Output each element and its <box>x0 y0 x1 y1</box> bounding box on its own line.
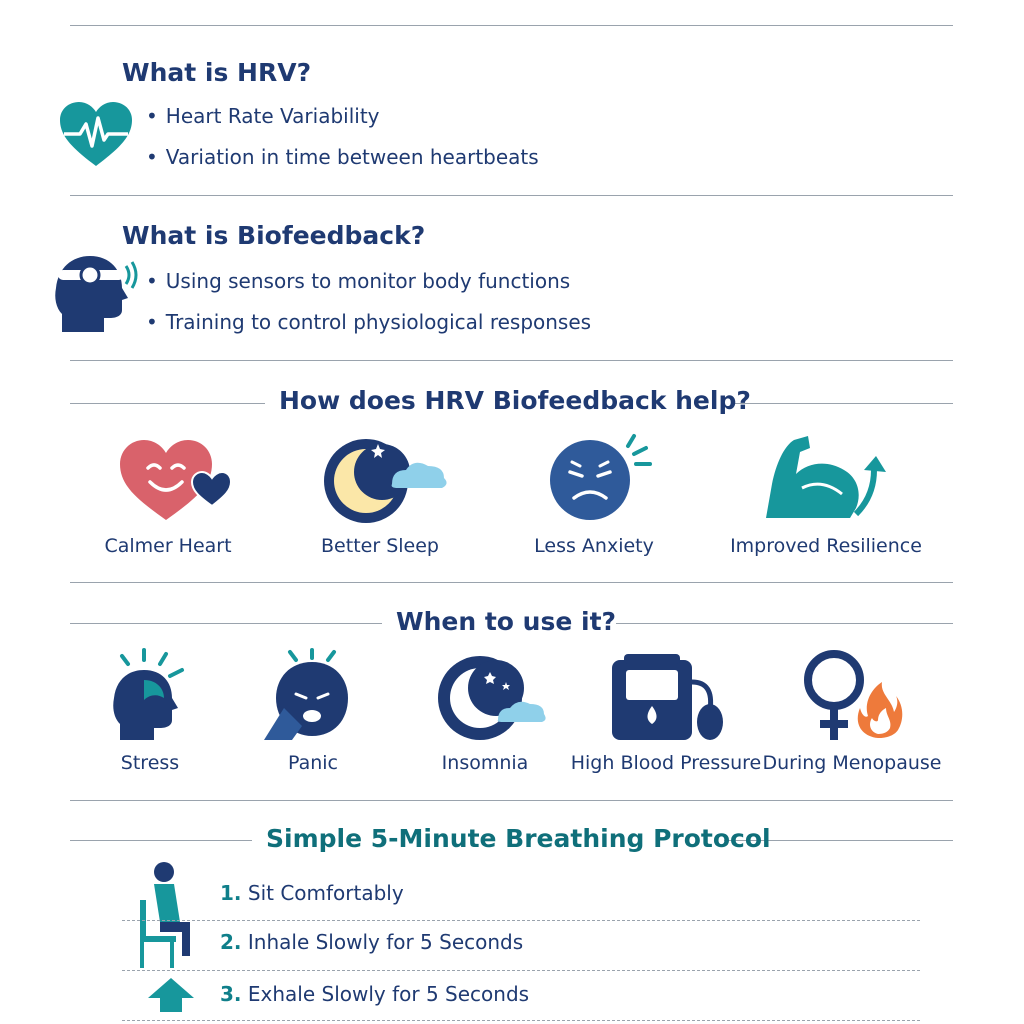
hrv-bullet-1: • Heart Rate Variability <box>146 104 380 128</box>
when-label-insomnia: Insomnia <box>441 752 529 774</box>
seated-person-icon <box>132 860 208 970</box>
protocol-step-2 <box>220 930 523 954</box>
moon-stars-icon <box>438 654 548 742</box>
moon-cloud-icon <box>322 436 450 526</box>
head-sensor-icon <box>52 252 140 334</box>
divider-2 <box>70 360 953 361</box>
divider-4 <box>70 800 953 801</box>
flexed-arm-icon <box>762 434 892 524</box>
worried-face-icon <box>544 432 660 522</box>
help-label-better-sleep: Better Sleep <box>321 535 439 557</box>
smiling-heart-icon <box>118 438 232 522</box>
when-rule-left <box>70 623 382 624</box>
when-label-stress: Stress <box>120 752 180 774</box>
when-label-during-menopause: During Menopause <box>762 752 942 774</box>
protocol-step-3-number: 3. <box>220 982 242 1006</box>
stressed-head-icon <box>108 648 192 742</box>
blood-pressure-monitor-icon <box>610 652 726 742</box>
protocol-rule-left <box>70 840 252 841</box>
protocol-step-3 <box>220 982 529 1006</box>
divider-top <box>70 25 953 26</box>
help-rule-right <box>732 403 953 404</box>
protocol-step-3-text: Exhale Slowly for 5 Seconds <box>247 982 530 1006</box>
when-title: When to use it? <box>396 607 617 636</box>
protocol-title: Simple 5-Minute Breathing Protocol <box>266 824 771 853</box>
protocol-step-1 <box>220 881 404 905</box>
heart-pulse-icon <box>58 100 134 168</box>
when-label-high-blood-pressure: High Blood Pressure <box>570 752 762 774</box>
protocol-separator-3 <box>122 1020 920 1021</box>
help-title: How does HRV Biofeedback help? <box>279 386 751 415</box>
protocol-separator-2 <box>122 970 920 971</box>
protocol-separator-1 <box>122 920 920 921</box>
help-label-improved-resilience: Improved Resilience <box>730 535 922 557</box>
protocol-step-1-text: Sit Comfortably <box>247 881 404 905</box>
protocol-step-2-text: Inhale Slowly for 5 Seconds <box>247 930 524 954</box>
female-symbol-flame-icon <box>802 650 906 742</box>
help-label-calmer-heart: Calmer Heart <box>104 535 232 557</box>
hrv-title: What is HRV? <box>122 58 312 87</box>
panic-face-icon <box>262 648 362 742</box>
when-label-panic: Panic <box>287 752 339 774</box>
help-rule-left <box>70 403 265 404</box>
biofeedback-bullet-2: • Training to control physiological responses <box>146 310 591 334</box>
divider-3 <box>70 582 953 583</box>
divider-1 <box>70 195 953 196</box>
protocol-step-1-number: 1. <box>220 881 242 905</box>
help-label-less-anxiety: Less Anxiety <box>534 535 654 557</box>
protocol-step-2-number: 2. <box>220 930 242 954</box>
biofeedback-title: What is Biofeedback? <box>122 221 426 250</box>
biofeedback-bullet-1: • Using sensors to monitor body functions <box>146 269 570 293</box>
hrv-bullet-2: • Variation in time between heartbeats <box>146 145 539 169</box>
when-rule-right <box>616 623 953 624</box>
up-arrow-icon <box>146 976 196 1014</box>
